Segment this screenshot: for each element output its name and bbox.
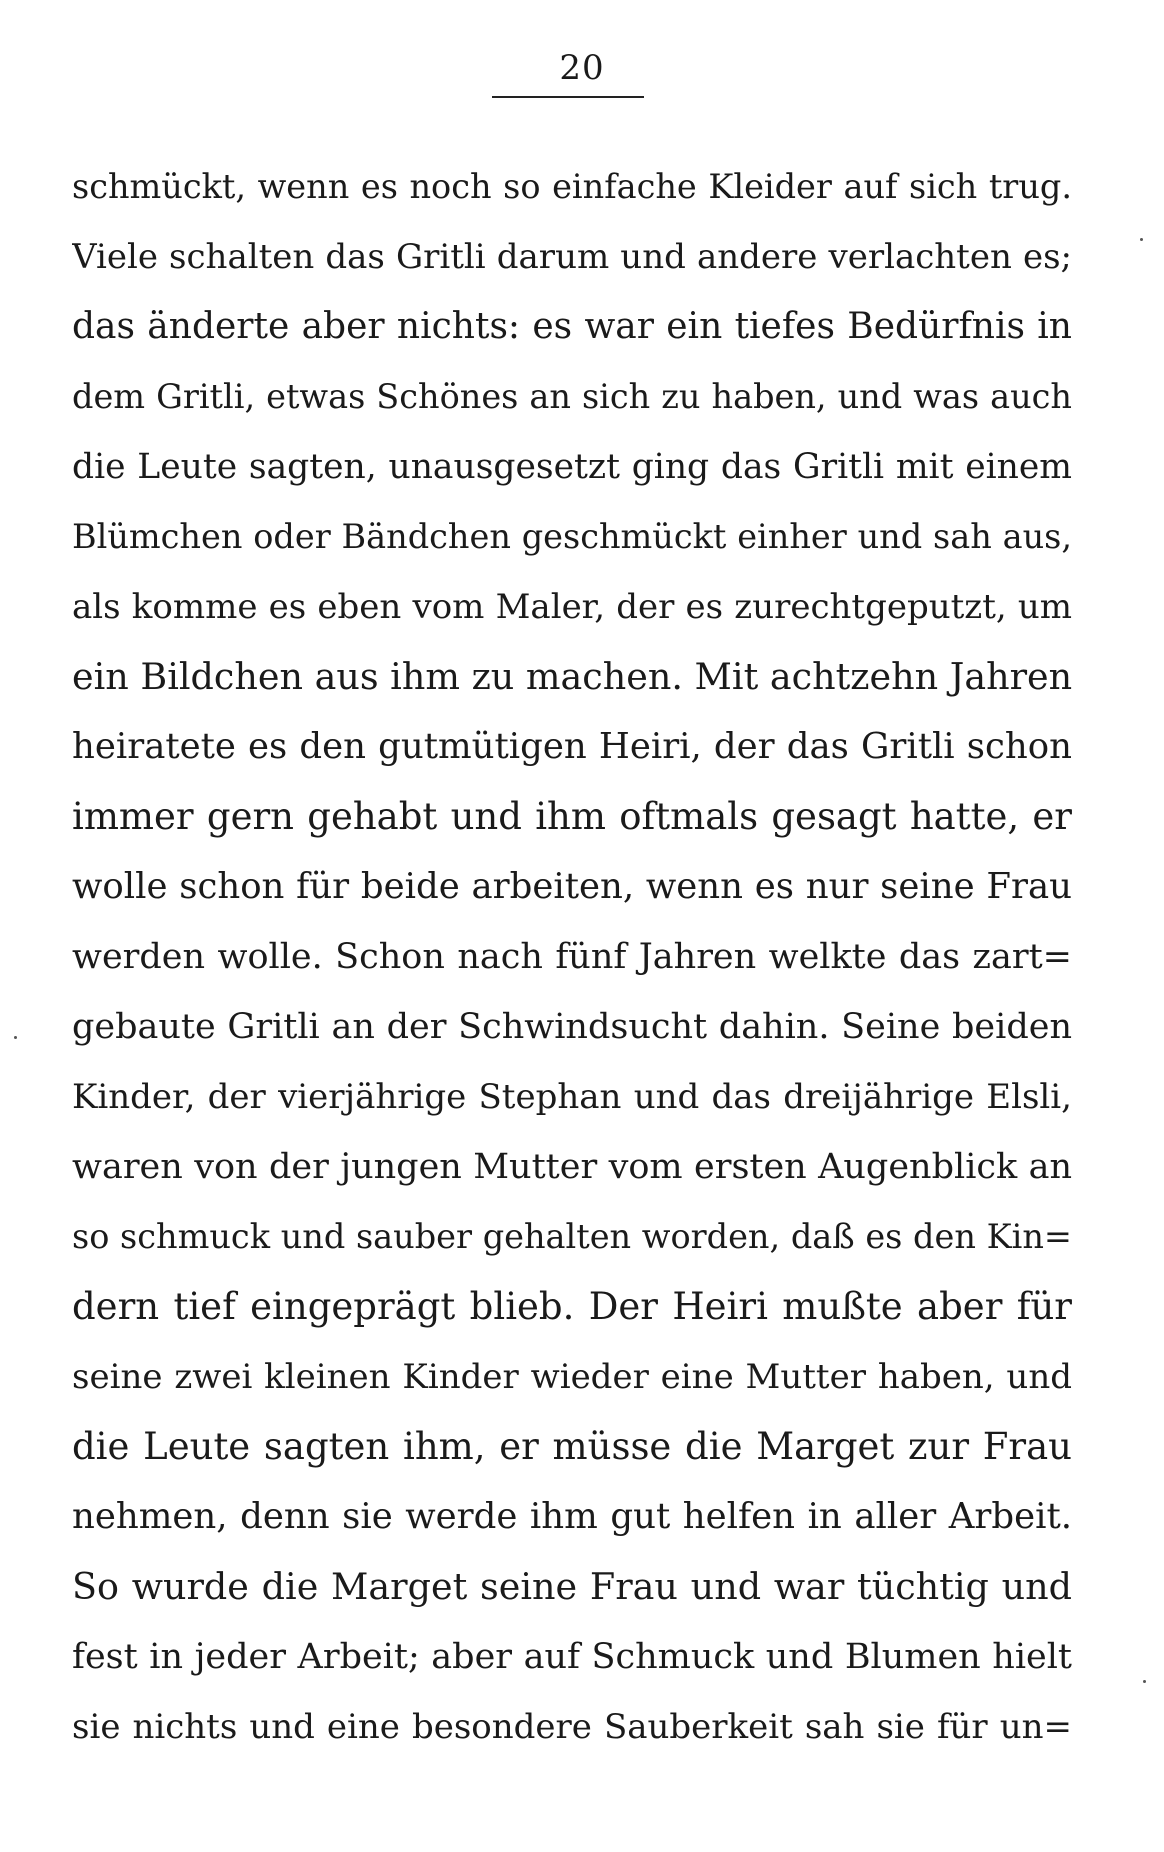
text-line: wolle schon für beide arbeiten, wenn es nur seine Frau [72, 866, 1072, 907]
text-line: nehmen, denn sie werde ihm gut helfen in aller Arbeit. [72, 1496, 1072, 1537]
text-line: heiratete es den gutmütigen Heiri, der das Gritli schon [72, 726, 1072, 767]
body-text [72, 152, 1072, 1762]
text-line: werden wolle. Schon nach fünf Jahren welkte das zart= [72, 937, 1072, 977]
paper-speck [1140, 238, 1143, 241]
text-line: dem Gritli, etwas Schönes an sich zu haben, und was auch [72, 377, 1072, 416]
text-line: sie nichts und eine besondere Sauberkeit sah sie für un= [72, 1707, 1072, 1747]
text-line: die Leute sagten ihm, er müsse die Marget zur Frau [72, 1425, 1072, 1468]
text-line: seine zwei kleinen Kinder wieder eine Mutter haben, und [72, 1357, 1072, 1397]
text-line: fest in jeder Arbeit; aber auf Schmuck und Blumen hielt [72, 1637, 1072, 1677]
paper-speck [1143, 1680, 1146, 1683]
text-line: das änderte aber nichts: es war ein tiefes Bedürfnis in [72, 306, 1072, 347]
text-line: waren von der jungen Mutter vom ersten Augenblick an [72, 1147, 1072, 1187]
text-line: dern tief eingeprägt blieb. Der Heiri mußte aber für [72, 1285, 1072, 1328]
text-line: Blümchen oder Bändchen geschmückt einher und sah aus, [72, 517, 1072, 556]
page-number: 20 [559, 48, 605, 88]
text-line: so schmuck und sauber gehalten worden, daß es den Kin= [72, 1217, 1072, 1256]
text-line: die Leute sagten, unausgesetzt ging das Gritli mit einem [72, 447, 1072, 487]
text-line: schmückt, wenn es noch so einfache Kleider auf sich trug. [72, 167, 1072, 206]
text-line: als komme es eben vom Maler, der es zurechtgeputzt, um [72, 587, 1072, 627]
text-line: ein Bildchen aus ihm zu machen. Mit achtzehn Jahren [72, 655, 1072, 698]
text-line: Viele schalten das Gritli darum und andere verlachten es; [72, 237, 1072, 277]
paper-speck [14, 1036, 17, 1039]
text-line: gebaute Gritli an der Schwindsucht dahin. Seine beiden [72, 1007, 1072, 1047]
text-line: Kinder, der vierjährige Stephan und das dreijährige Elsli, [72, 1077, 1072, 1117]
text-line: So wurde die Marget seine Frau und war tüchtig und [72, 1565, 1072, 1608]
header-rule [492, 96, 644, 98]
text-line: immer gern gehabt und ihm oftmals gesagt hatte, er [72, 795, 1072, 838]
